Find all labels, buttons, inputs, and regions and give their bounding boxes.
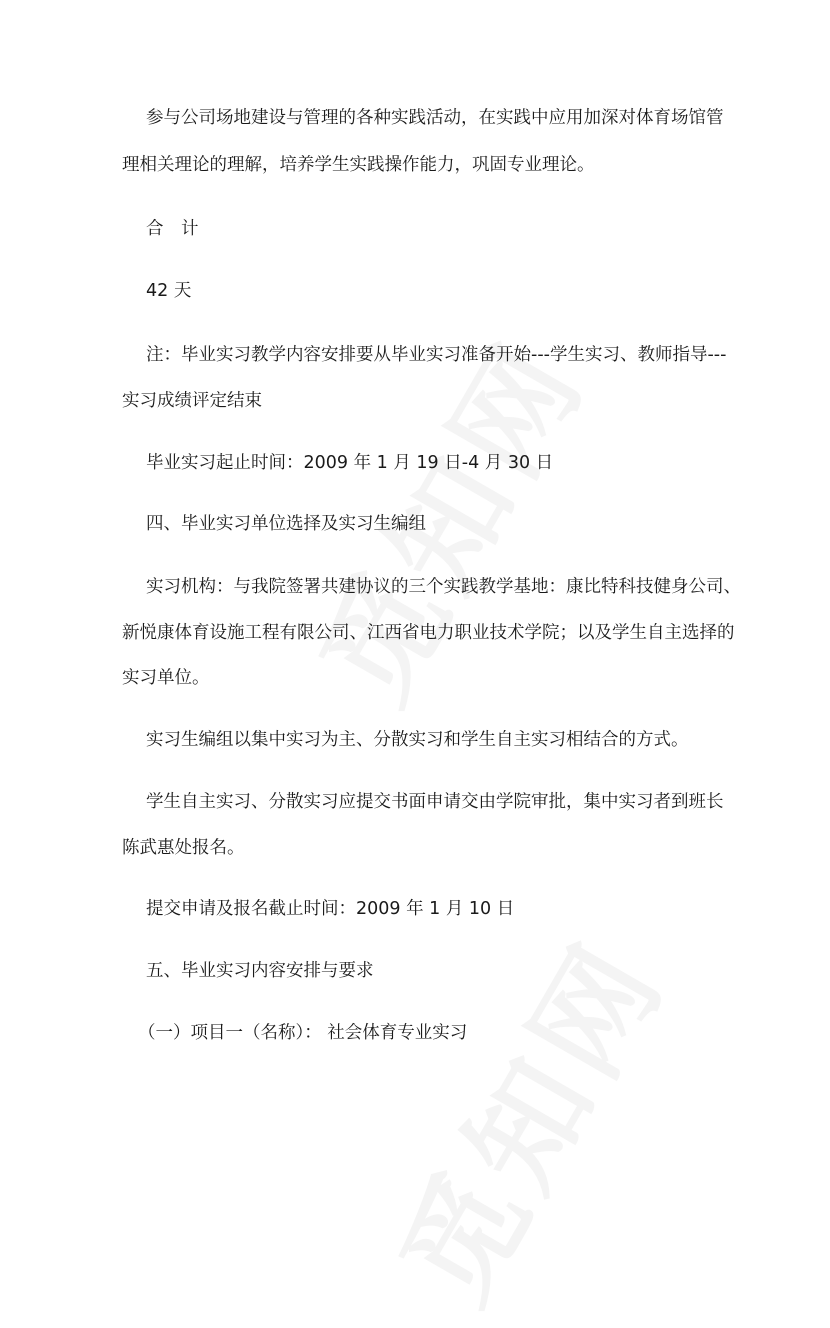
section-heading-5: 五、毕业实习内容安排与要求 [146, 961, 374, 981]
subsection-heading: （一）项目一（名称）： 社会体育专业实习 [138, 1023, 468, 1043]
paragraph-line: 实习生编组以集中实习为主、分散实习和学生自主实习相结合的方式。 [146, 730, 689, 750]
paragraph-line: 实习单位。 [122, 668, 210, 688]
section-heading-4: 四、毕业实习单位选择及实习生编组 [146, 514, 426, 534]
paragraph-line: 实习机构：与我院签署共建协议的三个实践教学基地：康比特科技健身公司、 [146, 577, 741, 597]
paragraph-line: 理相关理论的理解，培养学生实践操作能力，巩固专业理论。 [122, 155, 595, 175]
paragraph-line: 学生自主实习、分散实习应提交书面申请交由学院审批，集中实习者到班长 [146, 792, 724, 812]
watermark [353, 904, 697, 1328]
deadline: 提交申请及报名截止时间：2009 年 1 月 10 日 [146, 899, 515, 919]
internship-period: 毕业实习起止时间：2009 年 1 月 19 日-4 月 30 日 [146, 453, 554, 473]
total-label: 合 计 [146, 219, 199, 239]
total-days: 42 天 [146, 281, 192, 301]
paragraph-line: 新悦康体育设施工程有限公司、江西省电力职业技术学院；以及学生自主选择的 [122, 623, 735, 643]
note-line: 实习成绩评定结束 [122, 391, 262, 411]
paragraph-line: 参与公司场地建设与管理的各种实践活动，在实践中应用加深对体育场馆管 [146, 108, 724, 128]
paragraph-line: 陈武惠处报名。 [122, 838, 245, 858]
note-line: 注：毕业实习教学内容安排要从毕业实习准备开始---学生实习、教师指导--- [146, 345, 727, 365]
